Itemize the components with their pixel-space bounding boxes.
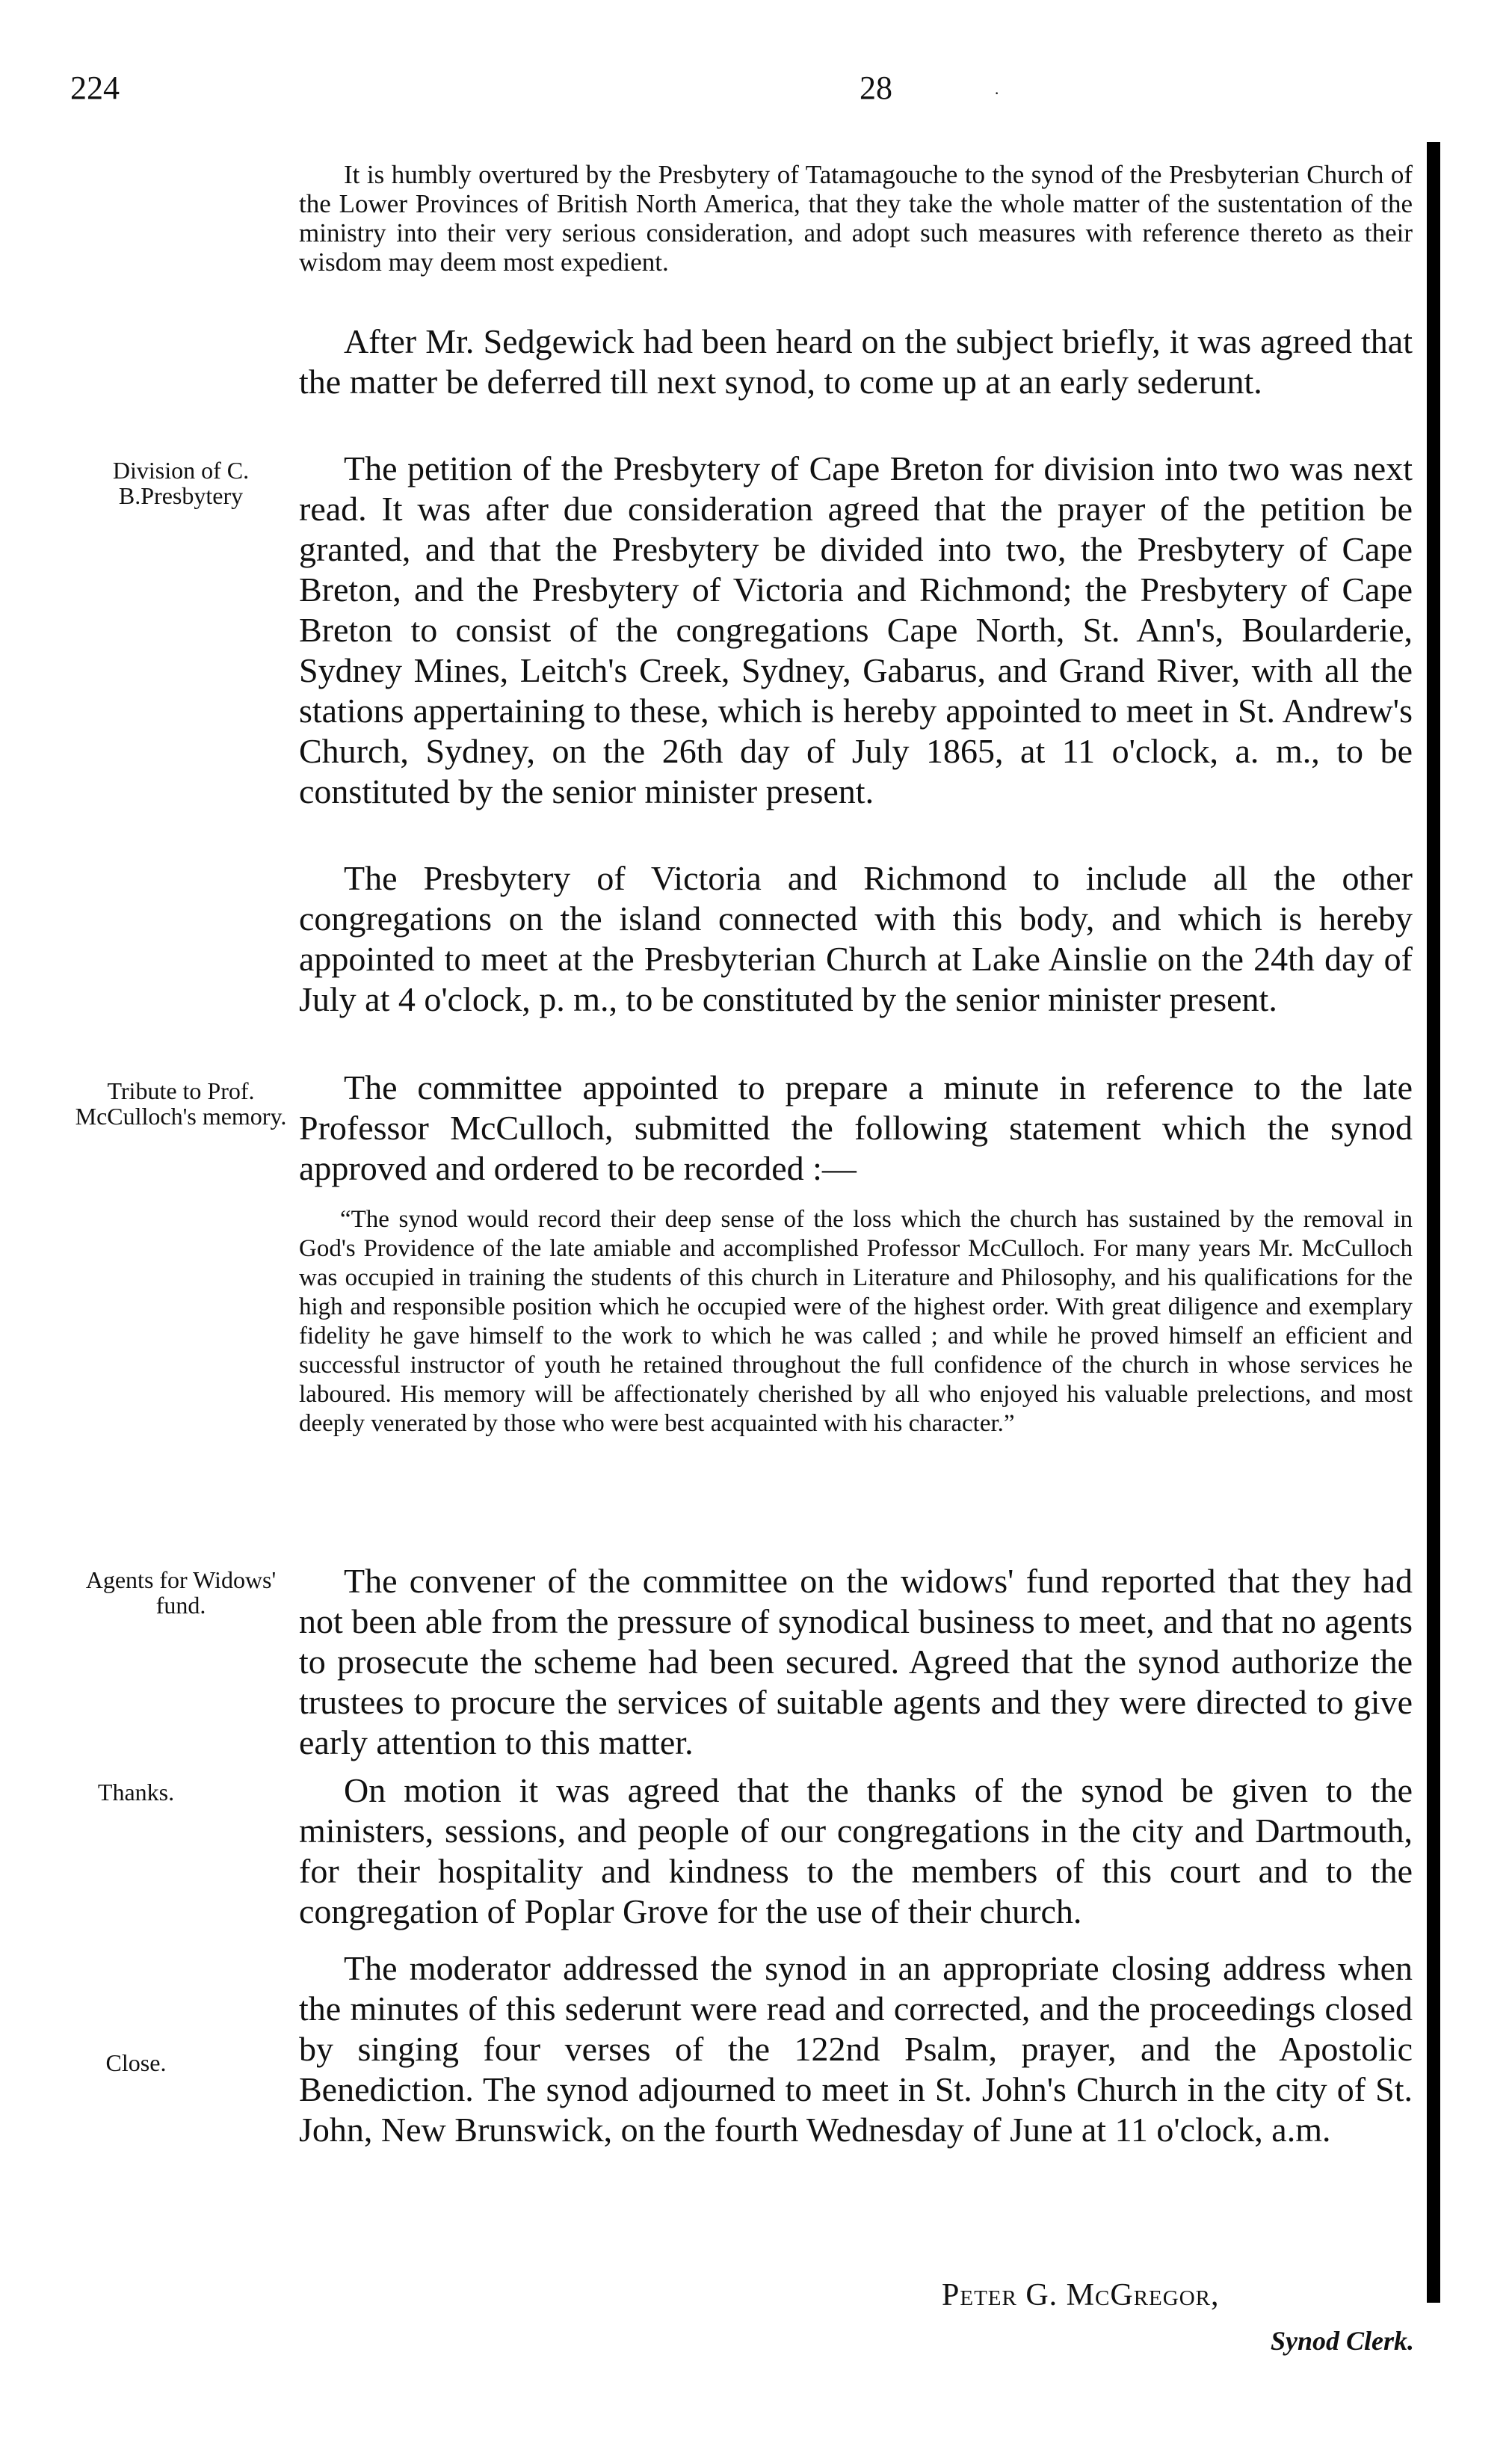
margin-note-thanks: Thanks. <box>97 1779 175 1806</box>
paragraph-agents: The convener of the committee on the widows' fund reported that they had not been able from the pressure of synodical business to meet, and that no agents to prosecute the scheme had been secured. Agreed that the synod authorize the trustees to procure the services of suitable agents and they were directed to give early attention to this matter. <box>299 1562 1413 1761</box>
paragraph-division: The petition of the Presbytery of Cape Breton for division into two was next read. It was after due consideration agreed that the prayer of the petition be granted, and that the Presbytery be divided into two, the Presbytery of Cape Breton, and the Presbytery of Victoria and Richmond; the Presbytery of Cape Breton to consist of the congregations Cape North, St. Ann's, Boularderie, Sydney Mines, Leitch's Creek, Sydney, Gabarus, and Grand River, with all the stations appertaining to these, which is hereby appointed to meet in St. Andrew's Church, Sydney, on the 26th day of July 1865, at 11 o'clock, a. m., to be constituted by the senior minister present. <box>299 449 1413 810</box>
paragraph-victoria: The Presbytery of Victoria and Richmond to include all the other congregations on the island connected with this body, and which is hereby appointed to meet at the Presbyterian Church at Lake Ainslie on the 24th day of July at 4 o'clock, p. m., to be constituted by the senior minister present. <box>299 859 1413 1018</box>
signature-name: Peter G. McGregor, <box>942 2278 1220 2312</box>
stray-dot: · <box>994 84 1000 102</box>
paragraph-thanks: On motion it was agreed that the thanks of the synod be given to the ministers, sessions, and people of our congregations in the city and Dartmouth, for their hospitality and kindness to the members of this court and to the congregation of Poplar Grove for the use of their church. <box>299 1771 1413 1930</box>
paragraph-sedgewick: After Mr. Sedgewick had been heard on the subject briefly, it was agreed that the matter be deferred till next synod, to come up at an early sederunt. <box>299 322 1413 401</box>
paragraph-close: The moderator addressed the synod in an appropriate closing address when the minutes of this sederunt were read and corrected, and the proceedings closed by singing four verses of the 122nd Psalm, prayer, and the Apostolic Benediction. The synod adjourned to meet in St. John's Church in the city of St. John, New Brunswick, on the fourth Wednesday of June at 11 o'clock, a.m. <box>299 1949 1413 2149</box>
margin-note-agents: Agents for Widows' fund. <box>85 1566 277 1619</box>
quotation-block: “The synod would record their deep sense of the loss which the church has sustained by the removal in God's Providence of the late amiable and accomplished Professor McCulloch. For many years Mr. McCulloch was occupied in training the students of this church in Literature and Philosophy, and his qualifications for the high and responsible position which he occupied were of the highest order. With great diligence and exemplary fidelity he gave himself to the work to which he was called ; and while he proved himself an efficient and successful instructor of youth he retained throughout the full confidence of the church in whose services he laboured. His memory will be affectionately cherished by all who enjoyed his valuable prelections, and most deeply venerated by those who were best acquainted with his character.” <box>299 1206 1413 1437</box>
page-number-center: 28 <box>860 70 892 106</box>
margin-note-tribute: Tribute to Prof. McCulloch's memory. <box>75 1077 287 1130</box>
binding-gutter <box>1427 142 1440 2303</box>
margin-note-close: Close. <box>105 2049 167 2076</box>
page-number-left: 224 <box>70 70 120 106</box>
margin-note-division: Division of C. B.Presbytery <box>112 457 250 509</box>
paragraph-committee: The committee appointed to prepare a minute in reference to the late Professor McCulloch, submitted the following statement which the synod approved and ordered to be recorded :— <box>299 1068 1413 1187</box>
signature-title: Synod Clerk. <box>1271 2326 1415 2356</box>
paragraph-overture: It is humbly overtured by the Presbytery of Tatamagouche to the synod of the Presbyterian Church of the Lower Provinces of British North America, that they take the whole matter of the sustentation of the ministry into their very serious consideration, and adopt such measures with reference thereto as their wisdom may deem most expedient. <box>299 160 1413 277</box>
